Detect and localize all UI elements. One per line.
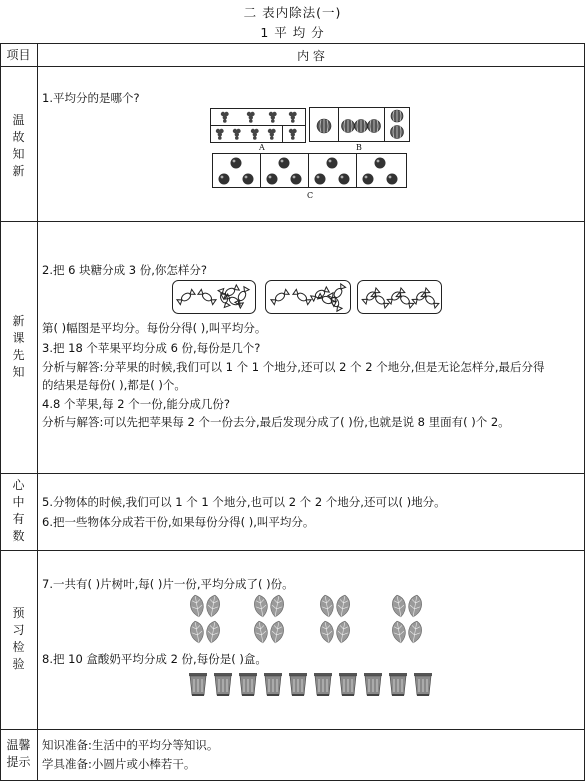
- question-6: 6.把一些物体分成若干份,如果每份分得( ),叫平均分。: [42, 515, 315, 529]
- yogurt-cup-icon: [189, 673, 432, 696]
- question-4: 4.8 个苹果,每 2 个一份,能分成几份?: [42, 397, 230, 411]
- figure-b-watermelons: [309, 107, 411, 143]
- section-label-tips: 温馨 提示: [6, 738, 31, 769]
- tip-tools: 学具准备:小圆片或小棒若干。: [42, 757, 196, 771]
- question-5: 5.分物体的时候,我们可以 1 个 1 个地分,也可以 2 个 2 个地分,还可以( )地分。: [42, 495, 446, 509]
- question-7: 7.一共有( )片树叶,每( )片一份,平均分成了( )份。: [42, 577, 294, 591]
- section-label-check: 预 习 检 验: [12, 606, 25, 671]
- caption-a: A: [259, 143, 265, 152]
- section-label-preview: 新 课 先 知: [12, 314, 25, 379]
- yogurt-figure: [187, 672, 437, 698]
- question-2: 2.把 6 块糖分成 3 份,你怎样分?: [42, 263, 207, 277]
- unit-title: 二 表内除法(一): [243, 5, 342, 20]
- question-3-analysis-line-1: 分析与解答:分苹果的时候,我们可以 1 个 1 个地分,还可以 2 个 2 个地分,但是无论怎样分,最后分得: [42, 360, 545, 374]
- caption-b: B: [356, 143, 362, 152]
- figure-c-apples: [212, 153, 408, 189]
- question-4-analysis: 分析与解答:可以先把苹果每 2 个一份去分,最后发现分成了( )份,也就是说 8 里面有( )个 2。: [42, 415, 510, 429]
- question-2-fill: 第( )幅图是平均分。每份分得( ),叫平均分。: [42, 321, 267, 335]
- watermelon-icon: [317, 110, 404, 139]
- section-label-summary: 心 中 有 数: [12, 478, 25, 543]
- caption-c: C: [307, 191, 314, 200]
- candy-figures: [172, 280, 444, 316]
- leaf-icon: [189, 594, 423, 644]
- column-header-item: 项目: [6, 48, 31, 62]
- question-8: 8.把 10 盒酸奶平均分成 2 份,每份是( )盒。: [42, 652, 267, 666]
- lesson-title: 1 平 均 分: [260, 25, 325, 40]
- section-label-review: 温 故 知 新: [12, 113, 25, 178]
- tip-knowledge: 知识准备:生活中的平均分等知识。: [42, 738, 219, 752]
- figure-a-grapes: [210, 108, 306, 144]
- question-3-analysis-line-2: 的结果是每份( ),都是( )个。: [42, 378, 186, 392]
- question-3: 3.把 18 个苹果平均分成 6 份,每份是几个?: [42, 341, 261, 355]
- question-1: 1.平均分的是哪个?: [42, 91, 140, 105]
- leaves-figure: [185, 593, 437, 645]
- column-header-content: 内 容: [297, 49, 325, 63]
- candy-icon: [177, 284, 439, 312]
